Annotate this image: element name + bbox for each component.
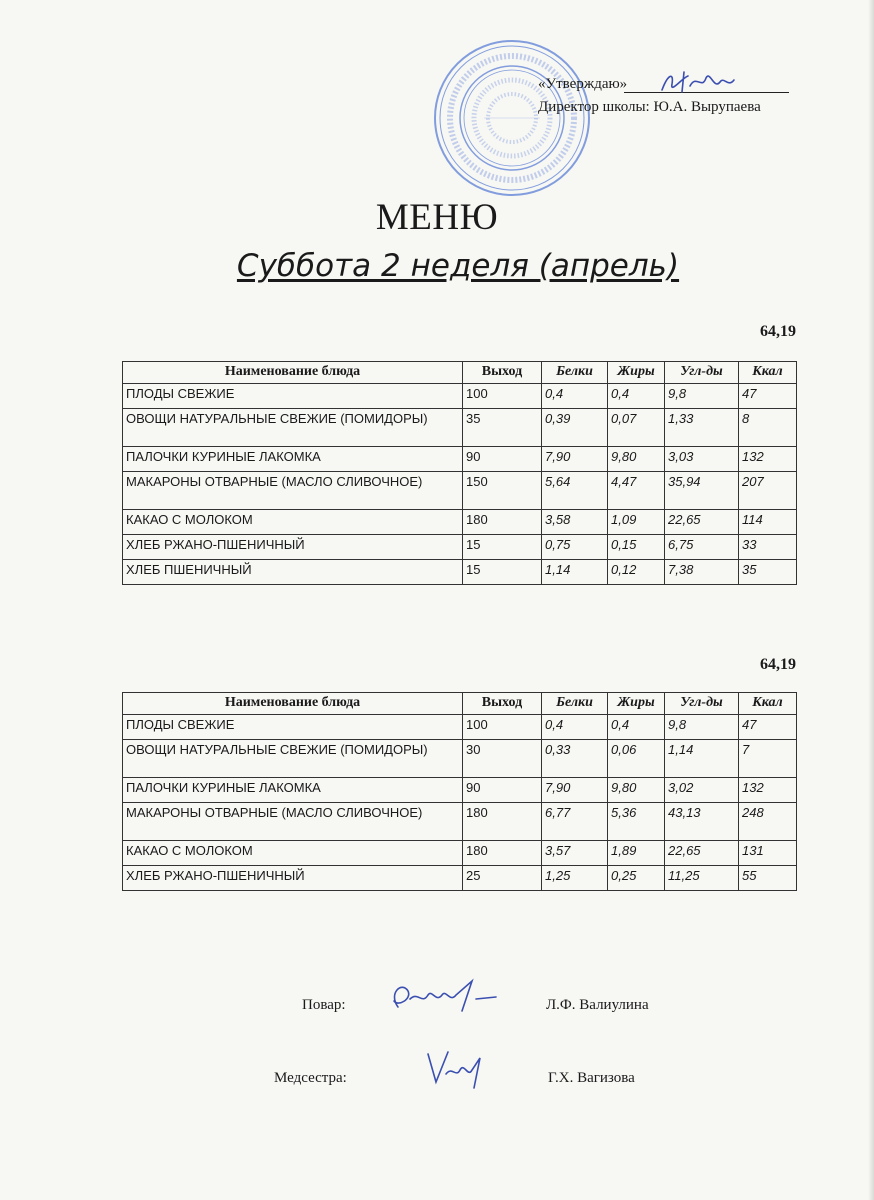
kcal: 8 (739, 409, 797, 447)
approve-label: «Утверждаю» (538, 76, 628, 92)
director-signature (658, 68, 738, 98)
protein: 3,58 (542, 510, 608, 535)
table-row (123, 560, 797, 585)
kcal: 132 (739, 778, 797, 803)
portion: 100 (463, 384, 542, 409)
dish-name: МАКАРОНЫ ОТВАРНЫЕ (МАСЛО СЛИВОЧНОЕ) (123, 803, 463, 841)
protein: 7,90 (542, 778, 608, 803)
page-subtitle: Суббота 2 неделя (апрель) (236, 248, 680, 284)
kcal: 207 (739, 472, 797, 510)
kcal: 132 (739, 447, 797, 472)
protein: 1,25 (542, 866, 608, 891)
carbs: 9,8 (665, 384, 739, 409)
kcal: 55 (739, 866, 797, 891)
header-fat: Жиры (608, 362, 665, 384)
school-seal-stamp (432, 38, 592, 198)
header-carbs: Угл-ды (665, 693, 739, 715)
page-edge-shadow (868, 0, 874, 1200)
nurse-role-label: Медсестра: (274, 1070, 347, 1086)
header-portion: Выход (463, 362, 542, 384)
fat: 0,06 (608, 740, 665, 778)
cook-signature (384, 977, 504, 1017)
table-row (123, 841, 797, 866)
carbs: 22,65 (665, 510, 739, 535)
carbs: 1,33 (665, 409, 739, 447)
table-row (123, 535, 797, 560)
fat: 9,80 (608, 778, 665, 803)
kcal: 33 (739, 535, 797, 560)
portion: 15 (463, 560, 542, 585)
carbs: 7,38 (665, 560, 739, 585)
kcal: 7 (739, 740, 797, 778)
dish-name: ПЛОДЫ СВЕЖИЕ (123, 715, 463, 740)
carbs: 22,65 (665, 841, 739, 866)
carbs: 1,14 (665, 740, 739, 778)
portion: 180 (463, 803, 542, 841)
table-row (123, 740, 797, 778)
header-kcal: Ккал (739, 693, 797, 715)
protein: 1,14 (542, 560, 608, 585)
dish-name: ХЛЕБ РЖАНО-ПШЕНИЧНЫЙ (123, 866, 463, 891)
menu-total-price: 64,19 (760, 323, 796, 340)
fat: 1,89 (608, 841, 665, 866)
table-row (123, 510, 797, 535)
dish-name: ХЛЕБ РЖАНО-ПШЕНИЧНЫЙ (123, 535, 463, 560)
dish-name: ПЛОДЫ СВЕЖИЕ (123, 384, 463, 409)
kcal: 47 (739, 715, 797, 740)
kcal: 114 (739, 510, 797, 535)
dish-name: МАКАРОНЫ ОТВАРНЫЕ (МАСЛО СЛИВОЧНОЕ) (123, 472, 463, 510)
cook-role-label: Повар: (302, 997, 346, 1013)
menu-total-price: 64,19 (760, 656, 796, 673)
menu-table (122, 361, 797, 585)
dish-name: КАКАО С МОЛОКОМ (123, 841, 463, 866)
nurse-name: Г.Х. Вагизова (548, 1070, 635, 1086)
header-carbs: Угл-ды (665, 362, 739, 384)
fat: 9,80 (608, 447, 665, 472)
table-row (123, 472, 797, 510)
kcal: 248 (739, 803, 797, 841)
table-row (123, 715, 797, 740)
carbs: 9,8 (665, 715, 739, 740)
table-row (123, 866, 797, 891)
dish-name: ПАЛОЧКИ КУРИНЫЕ ЛАКОМКА (123, 778, 463, 803)
menu-table (122, 692, 797, 891)
cook-name: Л.Ф. Валиулина (546, 997, 649, 1013)
nurse-signature (408, 1048, 498, 1092)
protein: 0,39 (542, 409, 608, 447)
fat: 0,4 (608, 715, 665, 740)
kcal: 35 (739, 560, 797, 585)
header-kcal: Ккал (739, 362, 797, 384)
fat: 0,4 (608, 384, 665, 409)
kcal: 131 (739, 841, 797, 866)
header-dish-name: Наименование блюда (123, 693, 463, 715)
portion: 180 (463, 841, 542, 866)
protein: 0,4 (542, 384, 608, 409)
dish-name: КАКАО С МОЛОКОМ (123, 510, 463, 535)
dish-name: ХЛЕБ ПШЕНИЧНЫЙ (123, 560, 463, 585)
fat: 0,15 (608, 535, 665, 560)
portion: 180 (463, 510, 542, 535)
protein: 6,77 (542, 803, 608, 841)
dish-name: ПАЛОЧКИ КУРИНЫЕ ЛАКОМКА (123, 447, 463, 472)
kcal: 47 (739, 384, 797, 409)
protein: 3,57 (542, 841, 608, 866)
fat: 1,09 (608, 510, 665, 535)
portion: 30 (463, 740, 542, 778)
page-title: МЕНЮ (375, 197, 499, 238)
fat: 5,36 (608, 803, 665, 841)
portion: 90 (463, 778, 542, 803)
portion: 15 (463, 535, 542, 560)
carbs: 35,94 (665, 472, 739, 510)
table-header-row (123, 693, 797, 715)
carbs: 6,75 (665, 535, 739, 560)
protein: 0,4 (542, 715, 608, 740)
header-fat: Жиры (608, 693, 665, 715)
carbs: 11,25 (665, 866, 739, 891)
table-row (123, 803, 797, 841)
protein: 0,33 (542, 740, 608, 778)
portion: 150 (463, 472, 542, 510)
portion: 25 (463, 866, 542, 891)
portion: 90 (463, 447, 542, 472)
protein: 5,64 (542, 472, 608, 510)
protein: 7,90 (542, 447, 608, 472)
approval-block (538, 76, 798, 116)
table-row (123, 384, 797, 409)
fat: 4,47 (608, 472, 665, 510)
director-line: Директор школы: Ю.А. Вырупаева (538, 99, 761, 115)
portion: 100 (463, 715, 542, 740)
dish-name: ОВОЩИ НАТУРАЛЬНЫЕ СВЕЖИЕ (ПОМИДОРЫ) (123, 409, 463, 447)
carbs: 3,03 (665, 447, 739, 472)
protein: 0,75 (542, 535, 608, 560)
table-header-row (123, 362, 797, 384)
header-portion: Выход (463, 693, 542, 715)
header-dish-name: Наименование блюда (123, 362, 463, 384)
dish-name: ОВОЩИ НАТУРАЛЬНЫЕ СВЕЖИЕ (ПОМИДОРЫ) (123, 740, 463, 778)
table-row (123, 447, 797, 472)
table-row (123, 409, 797, 447)
fat: 0,12 (608, 560, 665, 585)
carbs: 3,02 (665, 778, 739, 803)
fat: 0,25 (608, 866, 665, 891)
header-protein: Белки (542, 362, 608, 384)
table-row (123, 778, 797, 803)
carbs: 43,13 (665, 803, 739, 841)
header-protein: Белки (542, 693, 608, 715)
portion: 35 (463, 409, 542, 447)
fat: 0,07 (608, 409, 665, 447)
